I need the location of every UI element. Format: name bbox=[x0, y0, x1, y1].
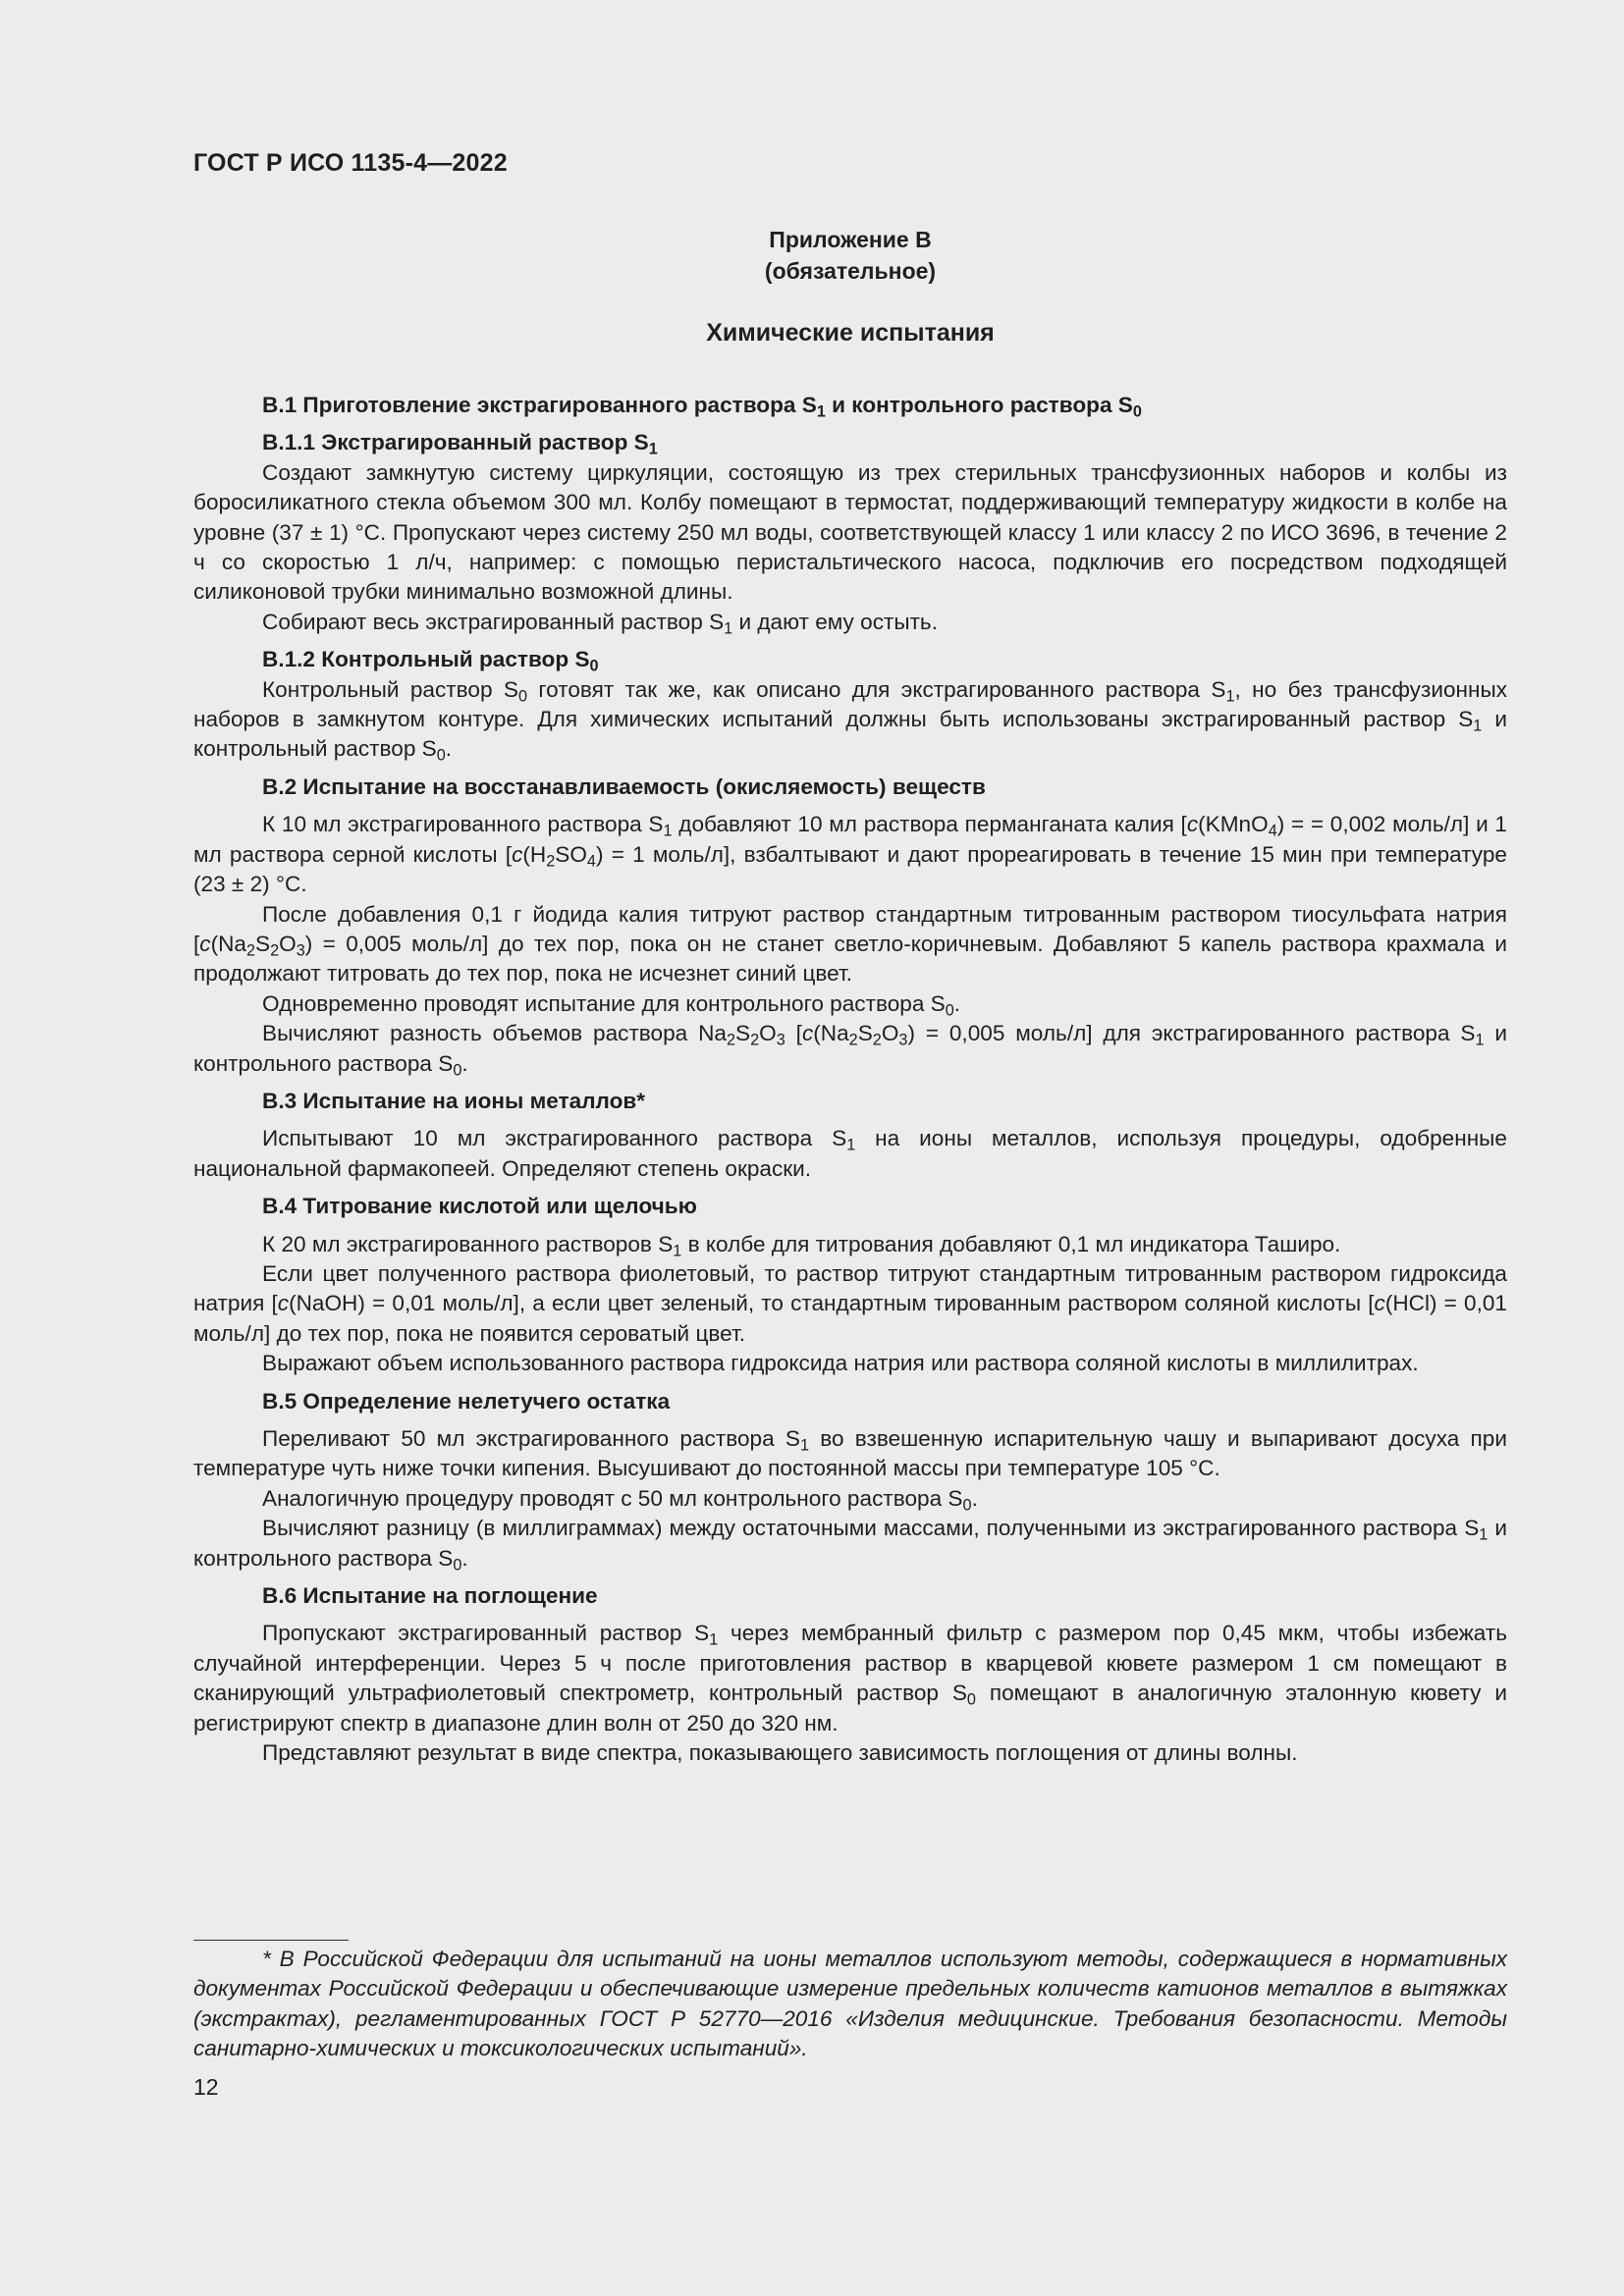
section-b4-paragraph: Выражают объем использованного раствора гидроксида натрия или раствора соляной кислоты в миллилитрах. bbox=[262, 1351, 1419, 1376]
section-b6-heading: В.6 Испытание на поглощение bbox=[262, 1583, 598, 1609]
section-b2-paragraph: Вычисляют разность объемов раствора $Na_2S_2O_3$ [$c(Na_2S_2O_3) = 0,005$ моль/л] для экстрагированного раствора $S_1$ и контрольного раствора $S_0$. bbox=[193, 1021, 1507, 1080]
section-b4-paragraph: К 20 мл экстрагированного растворов $S_1$ в колбе для титрования добавляют 0,1 мл индикатора Таширо. bbox=[262, 1231, 1341, 1260]
section-b2-paragraph: Одновременно проводят испытание для контрольного раствора $S_0$. bbox=[262, 990, 961, 1020]
section-b5-paragraph: Аналогичную процедуру проводят с 50 мл контрольного раствора $S_0$. bbox=[262, 1485, 978, 1515]
section-b12-paragraph: Контрольный раствор $S_0$ готовят так же, как описано для экстрагированного раствора $S_1$, но без трансфузионных наборов в замкнутом контуре. Для химических испытаний должны быть использованы экстрагированный раствор $S_1$ и контрольный раствор $S_0$. bbox=[193, 676, 1507, 766]
footnote: * В Российской Федерации для испытаний на ионы металлов используют методы, содержащиеся в нормативных документах Российской Федерации и обеспечивающие измерение предельных количеств катионов металлов в вытяжках (экстрактах), регламентированных ГОСТ Р 52770—2016 «Изделия медицинские. Требования безопасности. Методы санитарно-химических и токсикологических испытаний». bbox=[193, 1947, 1507, 2061]
annex-title: Приложение В bbox=[769, 227, 932, 252]
section-b12-heading: В.1.2 Контрольный раствор $S_0$ bbox=[262, 647, 599, 675]
section-b6-paragraph: Представляют результат в виде спектра, показывающего зависимость поглощения от длины волны. bbox=[262, 1740, 1298, 1766]
section-b2-paragraph: После добавления 0,1 г йодида калия титруют раствор стандартным титрованным раствором тиосульфата натрия [$c(Na_2S_2O_3) = 0,005$ моль/л] до тех пор, пока он не станет светло-коричневым. Добавляют 5 капель раствора крахмала и продолжают титровать до тех пор, пока не исчезнет синий цвет. bbox=[193, 901, 1507, 987]
document-body bbox=[193, 391, 1507, 1768]
section-b3-paragraph: Испытывают 10 мл экстрагированного раствора $S_1$ на ионы металлов, используя процедуры, одобренные национальной фармакопеей. Определяют степень окраски. bbox=[193, 1126, 1507, 1181]
section-b11-paragraph: Собирают весь экстрагированный раствор $S_1$ и дают ему остыть. bbox=[262, 609, 938, 638]
page-number: 12 bbox=[193, 2074, 219, 2100]
annex-status: (обязательное) bbox=[764, 258, 937, 284]
section-b5-heading: В.5 Определение нелетучего остатка bbox=[262, 1388, 671, 1414]
section-b5-paragraph: Вычисляют разницу (в миллиграммах) между остаточными массами, полученными из экстрагированного раствора $S_1$ и контрольного раствора $S_0$. bbox=[193, 1516, 1507, 1575]
section-b2-heading: В.2 Испытание на восстанавливаемость (окисляемость) веществ bbox=[262, 774, 986, 799]
section-b4-heading: В.4 Титрование кислотой или щелочью bbox=[262, 1194, 697, 1219]
section-b1-heading: В.1 Приготовление экстрагированного раствора $S_1$ и контрольного раствора $S_0$ bbox=[262, 393, 1142, 421]
annex-name: Химические испытания bbox=[706, 319, 995, 347]
section-b2-paragraph: К 10 мл экстрагированного раствора $S_1$ добавляют 10 мл раствора перманганата калия [c(KMnO$_4$) = = 0,002 моль/л] и 1 мл раствора серной кислоты [$c(H_2SO_4) = 1$ моль/л], взбалтывают и дают прореагировать в течение 15 мин при температуре (23 ± 2) °С. bbox=[193, 812, 1507, 897]
section-b11-heading: В.1.1 Экстрагированный раствор $S_1$ bbox=[262, 430, 658, 458]
section-b3-heading: В.3 Испытание на ионы металлов* bbox=[262, 1088, 646, 1113]
section-b11-paragraph: Создают замкнутую систему циркуляции, состоящую из трех стерильных трансфузионных наборов и колбы из боросиликатного стекла объемом 300 мл. Колбу помещают в термостат, поддерживающий температуру жидкости в колбе на уровне (37 ± 1) °С. Пропускают через систему 250 мл воды, соответствующей классу 1 или классу 2 по ИСО 3696, в течение 2 ч со скоростью 1 л/ч, например: с помощью перистальтического насоса, подключив его посредством подходящей силиконовой трубки минимально возможной длины. bbox=[193, 459, 1507, 605]
section-b6-paragraph: Пропускают экстрагированный раствор $S_1$ через мембранный фильтр с размером пор 0,45 мкм, чтобы избежать случайной интерференции. Через 5 ч после приготовления раствор в кварцевой кювете размером 1 см помещают в сканирующий ультрафиолетовый спектрометр, контрольный раствор $S_0$ помещают в аналогичную эталонную кювету и регистрируют спектр в диапазоне длин волн от 250 до 320 нм. bbox=[193, 1621, 1507, 1735]
section-b5-paragraph: Переливают 50 мл экстрагированного раствора $S_1$ во взвешенную испарительную чашу и выпаривают досуха при температуре чуть ниже точки кипения. Высушивают до постоянной массы при температуре 105 °С. bbox=[193, 1426, 1507, 1481]
document-code: ГОСТ Р ИСО 1135-4—2022 bbox=[193, 149, 508, 177]
footnote-divider bbox=[193, 1940, 349, 1941]
section-b4-paragraph: Если цвет полученного раствора фиолетовый, то раствор титруют стандартным титрованным раствором гидроксида натрия [c(NaOH) = 0,01 моль/л], а если цвет зеленый, то стандартным тированным раствором соляной кислоты [c(HCl) = 0,01 моль/л] до тех пор, пока не появится сероватый цвет. bbox=[193, 1260, 1508, 1346]
